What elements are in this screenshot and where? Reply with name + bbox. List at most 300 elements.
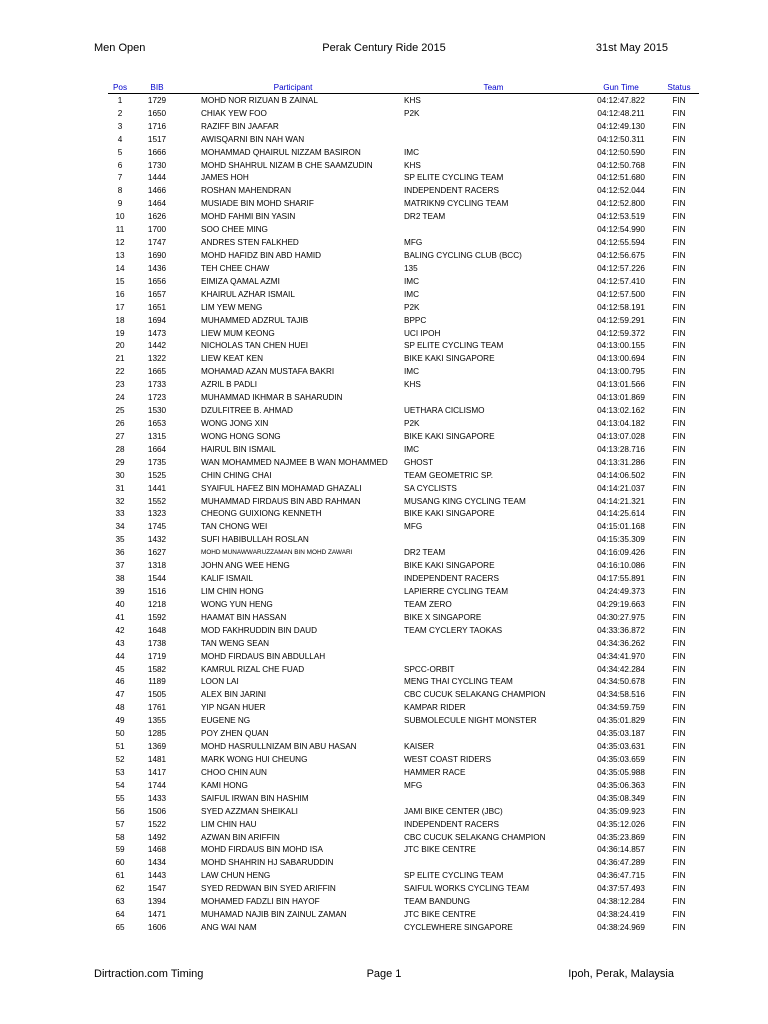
cell-bib: 1552: [147, 496, 167, 506]
cell-pos: 10: [115, 212, 125, 222]
cell-bib: 1747: [147, 238, 167, 248]
cell-gun-time: 04:35:03.659: [597, 754, 645, 764]
cell-status: FIN: [672, 729, 686, 739]
cell-participant: SAIFUL IRWAN BIN HASHIM: [201, 793, 309, 803]
column-header-participant: Participant: [182, 81, 404, 94]
cell-status: FIN: [672, 664, 686, 674]
cell-bib: 1322: [147, 354, 167, 364]
cell-pos: 56: [115, 806, 125, 816]
cell-bib: 1315: [147, 431, 167, 441]
cell-bib: 1657: [147, 289, 167, 299]
cell-team: IMC: [404, 276, 420, 286]
cell-pos: 41: [115, 612, 125, 622]
cell-pos: 17: [115, 302, 125, 312]
cell-gun-time: 04:12:55.594: [597, 238, 645, 248]
cell-gun-time: 04:12:56.675: [597, 251, 645, 261]
cell-pos: 18: [115, 315, 125, 325]
table-row: [108, 908, 699, 921]
cell-team: 135: [404, 263, 418, 273]
cell-pos: 30: [115, 470, 125, 480]
cell-participant: TEH CHEE CHAW: [201, 263, 270, 273]
table-row: [108, 352, 699, 365]
cell-gun-time: 04:34:58.516: [597, 690, 645, 700]
table-row: [108, 378, 699, 391]
cell-participant: MUSIADE BIN MOHD SHARIF: [201, 199, 314, 209]
cell-pos: 38: [115, 574, 125, 584]
cell-team: [404, 650, 583, 663]
cell-participant: SYAIFUL HAFEZ BIN MOHAMAD GHAZALI: [201, 483, 362, 493]
cell-participant: MUHAMMAD FIRDAUS BIN ABD RAHMAN: [201, 496, 361, 506]
event-date: 31st May 2015: [595, 42, 668, 54]
cell-pos: 11: [115, 225, 125, 235]
table-row: [108, 598, 699, 611]
cell-participant: MOHD SHAHRIN HJ SABARUDDIN: [201, 858, 334, 868]
cell-team: BPPC: [404, 315, 427, 325]
cell-team: MFG: [404, 780, 423, 790]
cell-status: FIN: [672, 238, 686, 248]
cell-pos: 60: [115, 858, 125, 868]
cell-participant: DZULFITREE B. AHMAD: [201, 406, 293, 416]
table-row: [108, 430, 699, 443]
cell-bib: 1442: [147, 341, 167, 351]
cell-participant: MOHAMED FADZLI BIN HAYOF: [201, 897, 320, 907]
cell-team: MFG: [404, 238, 423, 248]
cell-status: FIN: [672, 819, 686, 829]
table-row: [108, 327, 699, 340]
cell-bib: 1694: [147, 315, 167, 325]
cell-status: FIN: [672, 302, 686, 312]
table-row: [108, 133, 699, 146]
cell-gun-time: 04:15:35.309: [597, 535, 645, 545]
cell-participant: EIMIZA QAMAL AZMI: [201, 276, 280, 286]
cell-status: FIN: [672, 289, 686, 299]
cell-pos: 35: [115, 535, 125, 545]
cell-participant: CHIAK YEW FOO: [201, 108, 267, 118]
cell-participant: MOD FAKHRUDDIN BIN DAUD: [201, 625, 317, 635]
cell-gun-time: 04:16:09.426: [597, 548, 645, 558]
cell-gun-time: 04:34:59.759: [597, 703, 645, 713]
cell-gun-time: 04:13:00.795: [597, 367, 645, 377]
cell-status: FIN: [672, 444, 686, 454]
cell-status: FIN: [672, 470, 686, 480]
cell-gun-time: 04:35:08.349: [597, 793, 645, 803]
cell-pos: 61: [115, 871, 125, 881]
cell-team: CBC CUCUK SELAKANG CHAMPION: [404, 690, 546, 700]
cell-gun-time: 04:13:01.869: [597, 393, 645, 403]
cell-team: [404, 391, 583, 404]
cell-participant: KAMI HONG: [201, 780, 248, 790]
cell-status: FIN: [672, 160, 686, 170]
cell-status: FIN: [672, 251, 686, 261]
cell-participant: LIM CHIN HONG: [201, 586, 264, 596]
cell-bib: 1492: [147, 832, 167, 842]
cell-bib: 1466: [147, 186, 167, 196]
cell-gun-time: 04:16:10.086: [597, 561, 645, 571]
cell-team: BIKE KAKI SINGAPORE: [404, 431, 495, 441]
table-row: [108, 495, 699, 508]
cell-status: FIN: [672, 95, 686, 105]
cell-pos: 27: [115, 431, 125, 441]
cell-pos: 24: [115, 393, 125, 403]
cell-participant: MOHD FAHMI BIN YASIN: [201, 212, 296, 222]
cell-gun-time: 04:24:49.373: [597, 586, 645, 596]
cell-gun-time: 04:29:19.663: [597, 599, 645, 609]
cell-pos: 34: [115, 522, 125, 532]
cell-bib: 1444: [147, 173, 167, 183]
cell-gun-time: 04:30:27.975: [597, 612, 645, 622]
cell-bib: 1218: [147, 599, 167, 609]
cell-participant: MOHD MUNAWWARUZZAMAN BIN MOHD ZAWARI: [201, 549, 353, 557]
cell-participant: RAZIFF BIN JAAFAR: [201, 121, 279, 131]
cell-participant: ANDRES STEN FALKHED: [201, 238, 299, 248]
column-header-team: Team: [404, 81, 583, 94]
cell-participant: MOHAMAD AZAN MUSTAFA BAKRI: [201, 367, 335, 377]
table-row: [108, 314, 699, 327]
cell-gun-time: 04:15:01.168: [597, 522, 645, 532]
cell-team: CBC CUCUK SELAKANG CHAMPION: [404, 832, 546, 842]
table-row: [108, 172, 699, 185]
cell-gun-time: 04:14:21.037: [597, 483, 645, 493]
cell-participant: AZWAN BIN ARIFFIN: [201, 832, 280, 842]
table-row: [108, 869, 699, 882]
cell-gun-time: 04:12:54.990: [597, 225, 645, 235]
cell-team: [404, 133, 583, 146]
cell-team: GHOST: [404, 457, 434, 467]
cell-team: [404, 120, 583, 133]
cell-participant: JOHN ANG WEE HENG: [201, 561, 290, 571]
cell-bib: 1729: [147, 95, 167, 105]
cell-bib: 1323: [147, 509, 167, 519]
cell-bib: 1650: [147, 108, 167, 118]
cell-bib: 1436: [147, 263, 167, 273]
cell-bib: 1735: [147, 457, 167, 467]
cell-status: FIN: [672, 612, 686, 622]
cell-pos: 47: [115, 690, 125, 700]
cell-team: JAMI BIKE CENTER (JBC): [404, 806, 503, 816]
footer-timing-credit: Dirtraction.com Timing: [94, 968, 204, 980]
cell-gun-time: 04:36:47.715: [597, 871, 645, 881]
cell-status: FIN: [672, 599, 686, 609]
cell-pos: 8: [117, 186, 123, 196]
cell-bib: 1464: [147, 199, 167, 209]
table-row: [108, 120, 699, 133]
cell-team: P2K: [404, 419, 420, 428]
cell-bib: 1606: [147, 922, 167, 932]
cell-pos: 19: [115, 328, 125, 338]
table-row: [108, 882, 699, 895]
table-row: [108, 701, 699, 714]
cell-bib: 1318: [147, 561, 167, 571]
cell-team: BIKE KAKI SINGAPORE: [404, 561, 495, 571]
cell-team: [404, 223, 583, 236]
table-row: [108, 236, 699, 249]
cell-team: [404, 533, 583, 546]
cell-bib: 1544: [147, 574, 167, 584]
table-row: [108, 249, 699, 262]
cell-team: SP ELITE CYCLING TEAM: [404, 341, 504, 351]
cell-participant: LIM YEW MENG: [201, 302, 263, 312]
cell-team: UCI IPOH: [404, 328, 441, 338]
cell-bib: 1530: [147, 406, 167, 416]
cell-participant: AZRIL B PADLI: [201, 380, 257, 390]
cell-team: MUSANG KING CYCLING TEAM: [404, 496, 526, 506]
table-row: [108, 843, 699, 856]
cell-pos: 15: [115, 276, 125, 286]
cell-participant: HAAMAT BIN HASSAN: [201, 612, 287, 622]
cell-participant: LOON LAI: [201, 677, 239, 687]
cell-gun-time: 04:35:23.869: [597, 832, 645, 842]
cell-gun-time: 04:12:59.291: [597, 315, 645, 325]
cell-status: FIN: [672, 263, 686, 273]
cell-gun-time: 04:12:57.226: [597, 263, 645, 273]
table-row: [108, 714, 699, 727]
cell-participant: JAMES HOH: [201, 173, 249, 183]
cell-status: FIN: [672, 754, 686, 764]
cell-gun-time: 04:13:31.286: [597, 457, 645, 467]
results-table: [108, 81, 699, 934]
table-row: [108, 766, 699, 779]
cell-pos: 48: [115, 703, 125, 713]
table-row: [108, 456, 699, 469]
cell-status: FIN: [672, 638, 686, 648]
table-row: [108, 688, 699, 701]
table-row: [108, 223, 699, 236]
cell-gun-time: 04:12:57.500: [597, 289, 645, 299]
cell-bib: 1481: [147, 754, 167, 764]
table-row: [108, 546, 699, 559]
cell-pos: 29: [115, 457, 125, 467]
cell-status: FIN: [672, 276, 686, 286]
cell-pos: 28: [115, 444, 125, 454]
cell-pos: 46: [115, 677, 125, 687]
cell-pos: 49: [115, 716, 125, 726]
cell-bib: 1738: [147, 638, 167, 648]
cell-team: P2K: [404, 108, 420, 118]
cell-bib: 1355: [147, 716, 167, 726]
column-header-pos: Pos: [108, 81, 132, 94]
cell-gun-time: 04:12:59.372: [597, 328, 645, 338]
cell-gun-time: 04:35:05.988: [597, 767, 645, 777]
cell-team: BIKE X SINGAPORE: [404, 612, 482, 622]
cell-team: INDEPENDENT RACERS: [404, 186, 499, 196]
cell-gun-time: 04:38:12.284: [597, 897, 645, 907]
column-header-gun-time: Gun Time: [583, 81, 659, 94]
cell-bib: 1582: [147, 664, 167, 674]
table-row: [108, 275, 699, 288]
table-row: [108, 663, 699, 676]
cell-participant: CHOO CHIN AUN: [201, 767, 267, 777]
cell-status: FIN: [672, 522, 686, 532]
cell-status: FIN: [672, 393, 686, 403]
cell-team: INDEPENDENT RACERS: [404, 819, 499, 829]
cell-team: KHS: [404, 95, 421, 105]
table-row: [108, 753, 699, 766]
cell-gun-time: 04:14:25.614: [597, 509, 645, 519]
cell-participant: WONG JONG XIN: [201, 419, 269, 428]
cell-participant: SUFI HABIBULLAH ROSLAN: [201, 535, 309, 545]
cell-gun-time: 04:34:50.678: [597, 677, 645, 687]
cell-participant: POY ZHEN QUAN: [201, 729, 269, 739]
cell-status: FIN: [672, 496, 686, 506]
table-row: [108, 443, 699, 456]
cell-pos: 7: [117, 173, 123, 183]
cell-status: FIN: [672, 910, 686, 920]
table-row: [108, 921, 699, 934]
cell-team: JTC BIKE CENTRE: [404, 910, 476, 920]
cell-gun-time: 04:14:06.502: [597, 470, 645, 480]
cell-pos: 59: [115, 845, 125, 855]
cell-team: SAIFUL WORKS CYCLING TEAM: [404, 884, 530, 894]
cell-status: FIN: [672, 574, 686, 584]
cell-pos: 6: [117, 160, 123, 170]
cell-bib: 1744: [147, 780, 167, 790]
table-row: [108, 792, 699, 805]
cell-status: FIN: [672, 121, 686, 131]
cell-team: INDEPENDENT RACERS: [404, 574, 499, 584]
cell-pos: 37: [115, 561, 125, 571]
cell-participant: SYED REDWAN BIN SYED ARIFFIN: [201, 884, 336, 894]
cell-team: LAPIERRE CYCLING TEAM: [404, 586, 509, 596]
cell-status: FIN: [672, 832, 686, 842]
cell-gun-time: 04:12:50.768: [597, 160, 645, 170]
cell-team: UETHARA CICLISMO: [404, 406, 485, 416]
cell-bib: 1471: [147, 910, 167, 920]
cell-gun-time: 04:12:52.044: [597, 186, 645, 196]
cell-gun-time: 04:12:58.191: [597, 302, 645, 312]
cell-pos: 22: [115, 367, 125, 377]
cell-team: CYCLEWHERE SINGAPORE: [404, 922, 513, 932]
cell-team: BIKE KAKI SINGAPORE: [404, 509, 495, 519]
table-row: [108, 520, 699, 533]
table-row: [108, 611, 699, 624]
cell-team: [404, 856, 583, 869]
cell-bib: 1666: [147, 147, 167, 157]
cell-bib: 1516: [147, 586, 167, 596]
table-row: [108, 288, 699, 301]
cell-bib: 1723: [147, 393, 167, 403]
cell-status: FIN: [672, 780, 686, 790]
cell-team: DR2 TEAM: [404, 212, 446, 222]
cell-gun-time: 04:17:55.891: [597, 574, 645, 584]
cell-gun-time: 04:33:36.872: [597, 625, 645, 635]
cell-bib: 1730: [147, 160, 167, 170]
table-row: [108, 417, 699, 430]
cell-bib: 1517: [147, 134, 167, 144]
cell-pos: 13: [115, 251, 125, 261]
cell-status: FIN: [672, 134, 686, 144]
cell-status: FIN: [672, 871, 686, 881]
cell-status: FIN: [672, 367, 686, 377]
cell-status: FIN: [672, 212, 686, 222]
table-row: [108, 159, 699, 172]
table-row: [108, 262, 699, 275]
cell-status: FIN: [672, 625, 686, 635]
cell-pos: 2: [117, 108, 123, 118]
cell-status: FIN: [672, 199, 686, 209]
cell-team: SA CYCLISTS: [404, 483, 457, 493]
cell-status: FIN: [672, 315, 686, 325]
cell-pos: 32: [115, 496, 125, 506]
cell-gun-time: 04:35:06.363: [597, 780, 645, 790]
cell-team: MENG THAI CYCLING TEAM: [404, 677, 513, 687]
cell-gun-time: 04:14:21.321: [597, 496, 645, 506]
category-label: Men Open: [94, 42, 146, 54]
cell-status: FIN: [672, 328, 686, 338]
cell-team: KAISER: [404, 742, 435, 752]
cell-participant: LIM CHIN HAU: [201, 819, 257, 829]
cell-gun-time: 04:38:24.969: [597, 922, 645, 932]
cell-gun-time: 04:12:50.590: [597, 147, 645, 157]
cell-pos: 9: [117, 199, 123, 209]
cell-bib: 1506: [147, 806, 167, 816]
cell-gun-time: 04:12:57.410: [597, 276, 645, 286]
cell-status: FIN: [672, 677, 686, 687]
cell-bib: 1522: [147, 819, 167, 829]
cell-status: FIN: [672, 419, 686, 428]
cell-pos: 4: [117, 134, 123, 144]
cell-status: FIN: [672, 651, 686, 661]
cell-bib: 1417: [147, 767, 167, 777]
cell-pos: 25: [115, 406, 125, 416]
cell-participant: MOHAMMAD QHAIRUL NIZZAM BASIRON: [201, 147, 361, 157]
cell-status: FIN: [672, 742, 686, 752]
cell-bib: 1700: [147, 225, 167, 235]
cell-participant: MUHAMMAD IKHMAR B SAHARUDIN: [201, 393, 343, 403]
cell-team: IMC: [404, 289, 420, 299]
cell-bib: 1719: [147, 651, 167, 661]
cell-gun-time: 04:13:07.028: [597, 431, 645, 441]
cell-pos: 31: [115, 483, 125, 493]
cell-team: WEST COAST RIDERS: [404, 754, 492, 764]
cell-participant: LIEW MUM KEONG: [201, 328, 275, 338]
cell-participant: CHIN CHING CHAI: [201, 470, 272, 480]
cell-team: SP ELITE CYCLING TEAM: [404, 871, 504, 881]
cell-bib: 1369: [147, 742, 167, 752]
cell-pos: 23: [115, 380, 125, 390]
table-row: [108, 572, 699, 585]
cell-participant: ANG WAI NAM: [201, 922, 257, 932]
cell-bib: 1716: [147, 121, 167, 131]
cell-status: FIN: [672, 690, 686, 700]
cell-pos: 14: [115, 263, 125, 273]
table-row: [108, 365, 699, 378]
table-row: [108, 469, 699, 482]
table-row: [108, 94, 699, 107]
cell-bib: 1664: [147, 444, 167, 454]
table-row: [108, 146, 699, 159]
cell-status: FIN: [672, 561, 686, 571]
cell-gun-time: 04:35:12.026: [597, 819, 645, 829]
cell-participant: AWISQARNI BIN NAH WAN: [201, 134, 305, 144]
cell-gun-time: 04:12:53.519: [597, 212, 645, 222]
cell-bib: 1285: [147, 729, 167, 739]
cell-participant: TAN WENG SEAN: [201, 638, 270, 648]
cell-bib: 1394: [147, 897, 167, 907]
cell-bib: 1627: [147, 548, 167, 558]
cell-team: KHS: [404, 380, 421, 390]
cell-pos: 63: [115, 897, 125, 907]
cell-status: FIN: [672, 793, 686, 803]
cell-pos: 55: [115, 793, 125, 803]
cell-team: TEAM ZERO: [404, 599, 452, 609]
cell-bib: 1468: [147, 845, 167, 855]
cell-gun-time: 04:12:52.800: [597, 199, 645, 209]
cell-status: FIN: [672, 716, 686, 726]
cell-participant: CHEONG GUIXIONG KENNETH: [201, 509, 322, 519]
cell-pos: 58: [115, 832, 125, 842]
table-row: [108, 831, 699, 844]
cell-status: FIN: [672, 147, 686, 157]
